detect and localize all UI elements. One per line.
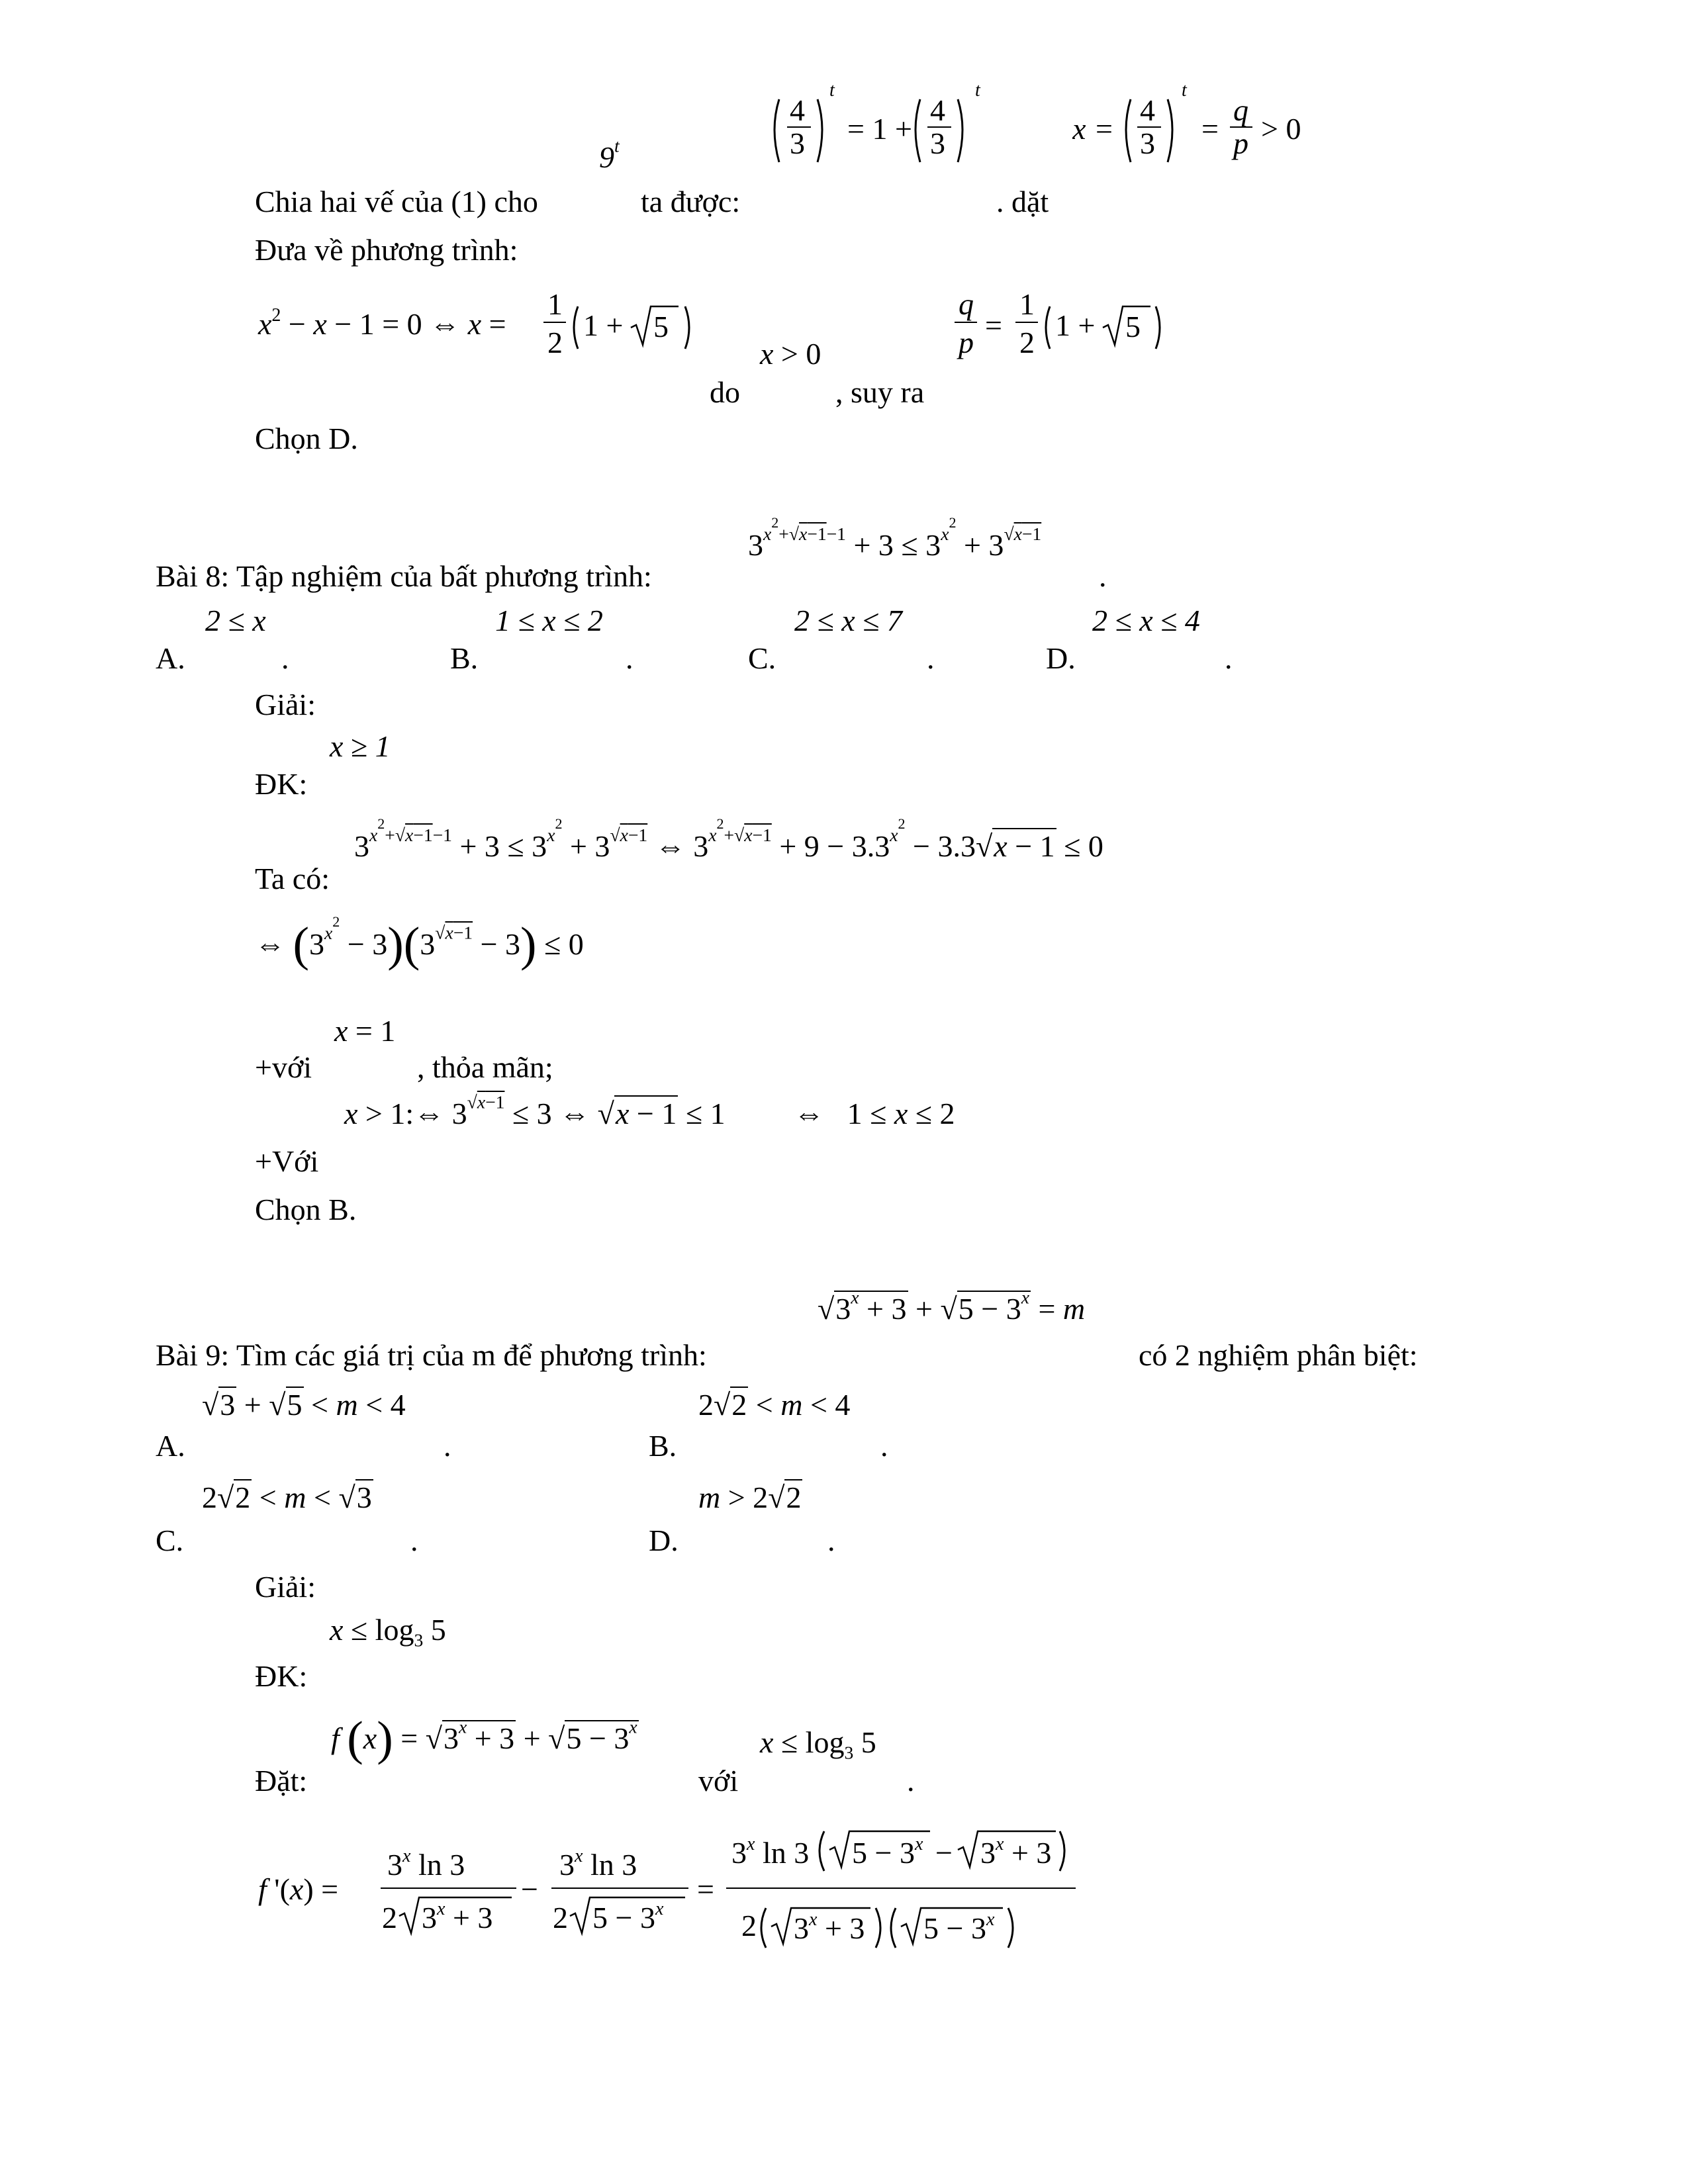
bai8-case2-math: x > 1:⇔ $3^{√x-1} \le 3$ ⇔ √ x − 1 ≤ 1 ⇔ 1 ≤ x ≤ 2 xyxy=(344,1099,955,1129)
bai8-inequality: $3^{x^2+√x-1-1} + 3 \le 3^{x^2} + 3^{√x-1}$ xyxy=(748,514,1042,563)
bai8-option-d-math: 2 ≤ x ≤ 4 xyxy=(1092,604,1200,637)
svg-text:5 − 3x: $5 - 3^x$ xyxy=(923,1909,995,1945)
svg-text:=: = xyxy=(1096,112,1113,146)
bai8-option-c-math: 2 ≤ x ≤ 7 xyxy=(794,604,902,637)
bai9-option-a-dot: . xyxy=(444,1429,451,1463)
bai8-ta-co: Ta có: xyxy=(255,862,330,895)
bai8-option-b-dot: . xyxy=(626,641,633,675)
math-fraction-power-equation xyxy=(765,79,1016,192)
svg-text:q: q xyxy=(959,287,974,321)
bai9-option-c-letter[interactable]: C. xyxy=(156,1524,184,1557)
svg-text:5 − 3x: $5 - 3^x$ xyxy=(852,1834,923,1870)
bai7-reduce-text: Đưa về phương trình: xyxy=(255,233,518,267)
svg-text:3: 3 xyxy=(790,126,805,160)
bai7-suy-ra-text: , suy ra xyxy=(835,375,925,409)
bai8-option-b-math: 1 ≤ x ≤ 2 xyxy=(495,604,603,637)
svg-text:4: 4 xyxy=(1140,93,1155,127)
svg-text:=: = xyxy=(985,308,1002,342)
svg-text:2: 2 xyxy=(547,326,563,359)
svg-text:3x + 3: $3^x + 3$ xyxy=(980,1834,1052,1870)
bai8-option-a-math: 2 ≤ x xyxy=(205,604,266,637)
bai7-choose-answer: Chọn D. xyxy=(255,422,358,455)
bai9-dk-math: $x \le \log_3 5$ xyxy=(330,1613,446,1651)
svg-text:> 0: > 0 xyxy=(1261,112,1301,146)
svg-text:3x ln 3: 3$^x$ ln 3 xyxy=(559,1846,637,1882)
bai9-derivative-math xyxy=(255,1817,1089,1969)
bai8-question-end: . xyxy=(1099,559,1107,593)
bai8-dk-label: ĐK: xyxy=(255,767,308,801)
svg-text:3x ln 3: 3$^x$ ln 3 xyxy=(387,1846,465,1882)
bai8-dk-math: x ≥ 1 xyxy=(330,729,391,763)
svg-text:1: 1 xyxy=(547,287,563,321)
svg-text:5: 5 xyxy=(653,310,669,343)
bai7-result-text: ta được: xyxy=(641,185,741,218)
svg-text:4: 4 xyxy=(930,93,945,127)
bai9-option-c-math: 2√ 2 < m < √ 3 xyxy=(202,1482,373,1513)
svg-text:p: p xyxy=(1233,126,1248,160)
bai7-do-text: do xyxy=(710,375,740,409)
svg-text:3x ln 3: 3$^x$ ln 3 xyxy=(731,1834,810,1870)
svg-text:5 − 3x: $5 - 3^x$ xyxy=(592,1899,664,1934)
bai8-case2-label: +Với xyxy=(255,1144,319,1178)
bai8-case1-math: x = 1 xyxy=(334,1014,396,1048)
svg-text:=: = xyxy=(1201,112,1219,146)
bai8-factored-math: ⇔ $(3^{x^2} - 3)(3^{√x-1} - 3) \le 0$ xyxy=(255,913,584,971)
bai9-option-d-letter[interactable]: D. xyxy=(649,1524,679,1557)
svg-text:5: 5 xyxy=(1125,310,1141,343)
bai8-choose-answer: Chọn B. xyxy=(255,1193,357,1226)
svg-text:4: 4 xyxy=(790,93,805,127)
bai9-option-a-math: √ 3 + √ 5 < m < 4 xyxy=(202,1390,406,1420)
bai9-option-c-dot: . xyxy=(410,1524,418,1557)
math-9t: 9$^t$ xyxy=(599,135,620,174)
bai9-option-a-letter[interactable]: A. xyxy=(156,1429,185,1463)
svg-text:3: 3 xyxy=(1140,126,1155,160)
bai9-option-d-math: m > 2√ 2 xyxy=(698,1482,802,1513)
svg-text:x2 − x − 1 = 0 ⇔ x =: $x^2 - x - 1 = 0$ ⇔ x = xyxy=(258,305,506,341)
math-substitution-x xyxy=(1072,79,1337,192)
bai9-option-b-letter[interactable]: B. xyxy=(649,1429,677,1463)
svg-text:3x + 3: $3^x + 3$ xyxy=(794,1909,865,1945)
bai8-question: Bài 8: Tập nghiệm của bất phương trình: xyxy=(156,559,652,593)
bai8-option-c-dot: . xyxy=(927,641,935,675)
svg-text:f '(x) =: f '(x) = xyxy=(258,1872,339,1906)
svg-text:−: − xyxy=(521,1872,538,1906)
bai8-transform-math: $3^{x^2+√x-1-1} + 3 \le 3^{x^2} + 3^{√x-1}$ ⇔ $3^{x^2+√x-1} + 9 - 3.3^{x^2} - 3.3√$ x − 1 ≤ 0 xyxy=(354,824,1103,862)
svg-text:3x + 3: $3^x + 3$ xyxy=(422,1899,493,1934)
bai9-question-end: có 2 nghiệm phân biệt: xyxy=(1139,1338,1418,1372)
svg-text:x: x xyxy=(1072,112,1086,146)
math-q-over-p-result xyxy=(953,281,1165,374)
bai7-set-text: . dặt xyxy=(996,185,1049,218)
svg-text:2: 2 xyxy=(553,1901,568,1934)
svg-text:−: − xyxy=(935,1836,953,1870)
bai9-domain-math: $x \le \log_3 5$ xyxy=(760,1725,876,1763)
svg-text:1: 1 xyxy=(1019,287,1035,321)
bai9-dat-end: . xyxy=(907,1764,915,1797)
svg-text:1 +: 1 + xyxy=(1055,308,1096,342)
bai8-solution-label: Giải: xyxy=(255,688,316,721)
bai8-option-a-dot: . xyxy=(281,641,289,675)
svg-text:p: p xyxy=(959,326,974,359)
math-quadratic-solution xyxy=(255,281,705,374)
bai9-option-d-dot: . xyxy=(827,1524,835,1557)
svg-text:3: 3 xyxy=(930,126,945,160)
svg-text:2: 2 xyxy=(382,1901,397,1934)
svg-text:=: = xyxy=(697,1872,714,1906)
bai8-option-a-letter[interactable]: A. xyxy=(156,641,185,675)
bai7-divide-text: Chia hai vế của (1) cho xyxy=(255,185,538,218)
bai9-option-b-dot: . xyxy=(880,1429,888,1463)
svg-text:t: t xyxy=(975,80,980,101)
bai8-case1-label: +với xyxy=(255,1050,312,1084)
svg-text:2: 2 xyxy=(741,1909,757,1942)
svg-text:1 +: 1 + xyxy=(583,308,624,342)
svg-text:q: q xyxy=(1233,93,1248,127)
bai9-function-def: f (x) = √ $3^x + 3$ + √ $5 - 3^x$ xyxy=(331,1714,639,1763)
bai8-option-d-letter[interactable]: D. xyxy=(1046,641,1076,675)
bai9-option-b-math: 2√ 2 < m < 4 xyxy=(698,1390,850,1420)
bai9-question: Bài 9: Tìm các giá trị của m để phương trình: xyxy=(156,1338,707,1372)
svg-text:= 1 +: = 1 + xyxy=(847,112,912,146)
svg-text:t: t xyxy=(829,80,835,101)
bai8-option-c-letter[interactable]: C. xyxy=(748,641,776,675)
bai9-dk-label: ĐK: xyxy=(255,1659,308,1693)
bai8-option-d-dot: . xyxy=(1225,641,1233,675)
math-x-positive: x > 0 xyxy=(760,337,821,371)
bai8-option-b-letter[interactable]: B. xyxy=(450,641,479,675)
bai8-case1-text: , thỏa mãn; xyxy=(417,1050,553,1084)
svg-text:t: t xyxy=(1182,80,1187,101)
bai9-dat-label: Đặt: xyxy=(255,1764,308,1797)
bai9-solution-label: Giải: xyxy=(255,1570,316,1604)
svg-text:2: 2 xyxy=(1019,326,1035,359)
bai9-equation: √ $3^x + 3$ + √ $5 - 3^x = m$ xyxy=(818,1294,1085,1324)
bai9-voi-label: với xyxy=(698,1764,739,1797)
